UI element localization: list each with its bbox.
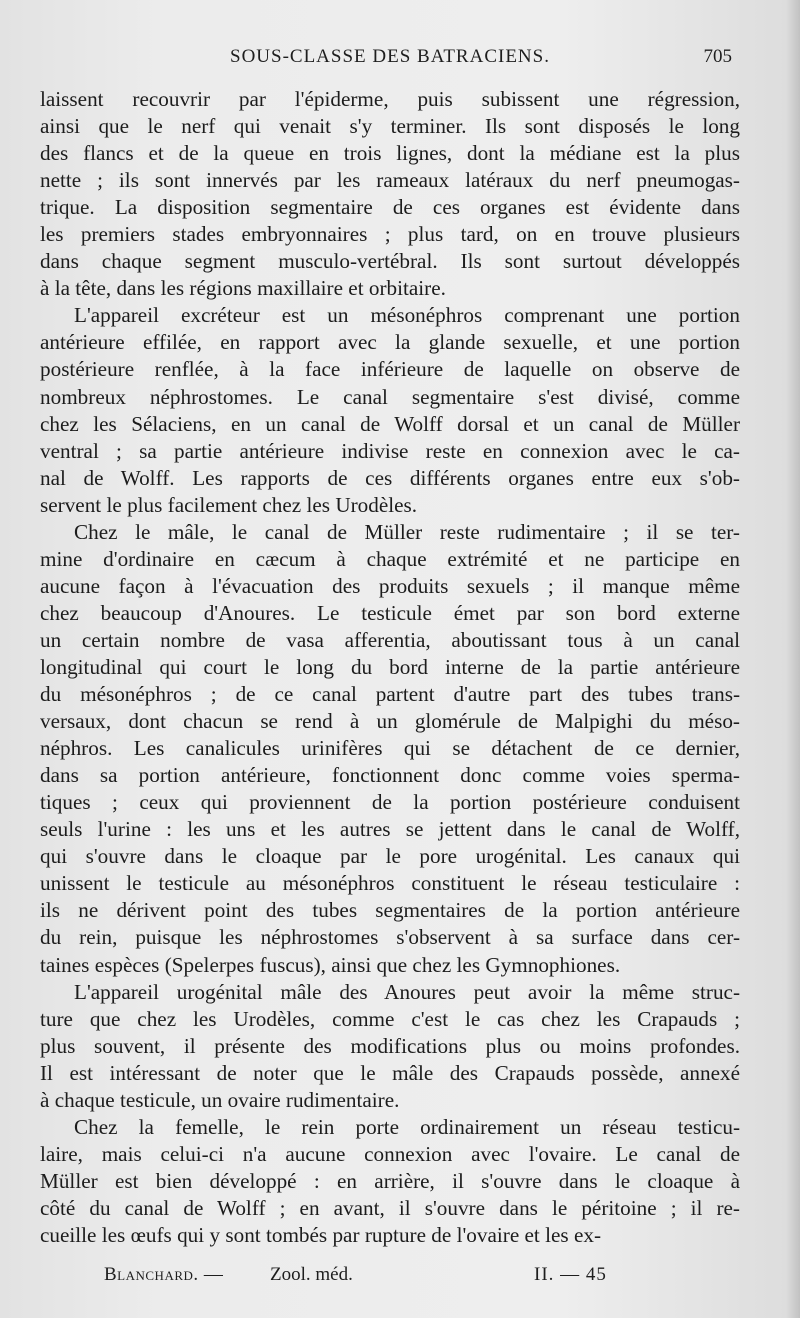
text-line: aucune façon à l'évacuation des produits sexuels ; il manque même [40,573,740,598]
text-line: taines espèces (Spelerpes fuscus), ainsi que chez les Gymnophiones. [40,952,621,977]
text-line: antérieure effilée, en rapport avec la glande sexuelle, et une portion [40,330,740,355]
text-line: côté du canal de Wolff ; en avant, il s'ouvre dans le péritoine ; il re- [40,1195,740,1220]
text-line: cueille les œufs qui y sont tombés par rupture de l'ovaire et les ex- [40,1222,602,1247]
page-number: 705 [703,46,732,67]
text-line: seuls l'urine : les uns et les autres se jettent dans le canal de Wolff, [40,817,740,842]
body-text [40,86,740,1249]
text-line: néphros. Les canalicules urinifères qui se détachent de ce dernier, [40,736,740,761]
text-line: Müller est bien développé : en arrière, il s'ouvre dans le cloaque à [40,1168,740,1193]
text-line: un certain nombre de vasa afferentia, aboutissant tous à un canal [40,627,740,652]
paragraph [40,519,740,979]
text-line: du rein, puisque les néphrostomes s'observent à sa surface dans cer- [40,925,740,950]
text-line: Chez la femelle, le rein porte ordinairement un réseau testicu- [74,1114,740,1139]
text-line: unissent le testicule au mésonéphros constituent le réseau testiculaire : [40,871,740,896]
text-line: chez les Sélaciens, en un canal de Wolff dorsal et un canal de Müller [40,411,740,436]
footer-author: Blanchard. — [104,1264,224,1285]
text-line: ture que chez les Urodèles, comme c'est le cas chez les Crapauds ; [40,1006,740,1031]
text-line: du mésonéphros ; de ce canal partent d'autre part des tubes trans- [40,682,740,707]
text-line: des flancs et de la queue en trois lignes, dont la médiane est la plus [40,141,740,166]
text-line: Il est intéressant de noter que le mâle des Crapauds possède, annexé [40,1060,740,1085]
text-line: ainsi que le nerf qui venait s'y terminer. Ils sont disposés le long [40,114,740,139]
paragraph [40,1114,740,1249]
text-line: ils ne dérivent point des tubes segmentaires de la portion antérieure [40,898,740,923]
text-line: servent le plus facilement chez les Urodèles. [40,492,418,517]
running-header [40,46,740,74]
text-line: laissent recouvrir par l'épiderme, puis subissent une régression, [40,87,740,111]
paragraph [40,979,740,1114]
text-line: nette ; ils sont innervés par les rameaux latéraux du nerf pneumogas- [40,168,740,193]
text-line: Chez le mâle, le canal de Müller reste rudimentaire ; il se ter- [74,519,740,544]
footer-journal: Zool. méd. [270,1264,353,1285]
text-line: versaux, dont chacun se rend à un glomérule de Malpighi du méso- [40,709,740,734]
text-line: dans chaque segment musculo-vertébral. Ils sont surtout développés [40,249,740,274]
text-line: trique. La disposition segmentaire de ces organes est évidente dans [40,195,740,220]
text-line: plus souvent, il présente des modifications plus ou moins profondes. [40,1033,740,1058]
paragraph [40,86,740,302]
paragraph [40,302,740,518]
text-line: ventral ; sa partie antérieure indivise reste en connexion avec le ca- [40,438,740,463]
page-edge-shadow [786,0,800,1318]
text-line: qui s'ouvre dans le cloaque par le pore urogénital. Les canaux qui [40,844,740,869]
text-line: nal de Wolff. Les rapports de ces différents organes entre eux s'ob- [40,465,740,490]
page-footer [104,1264,664,1290]
text-line: L'appareil excréteur est un mésonéphros comprenant une portion [74,303,740,328]
text-line: dans sa portion antérieure, fonctionnent donc comme voies sperma- [40,763,740,788]
text-line: nombreux néphrostomes. Le canal segmentaire s'est divisé, comme [40,384,740,409]
text-line: L'appareil urogénital mâle des Anoures peut avoir la même struc- [74,979,740,1004]
text-line: laire, mais celui-ci n'a aucune connexion avec l'ovaire. Le canal de [40,1141,740,1166]
text-line: chez beaucoup d'Anoures. Le testicule émet par son bord externe [40,600,740,625]
text-line: à la tête, dans les régions maxillaire et orbitaire. [40,276,446,301]
running-title: SOUS-CLASSE DES BATRACIENS. [230,46,550,67]
text-line: longitudinal qui court le long du bord interne de la partie antérieure [40,654,740,679]
text-line: postérieure renflée, à la face inférieure de laquelle on observe de [40,357,740,382]
footer-signature: II. — 45 [534,1264,607,1285]
text-line: mine d'ordinaire en cæcum à chaque extrémité et ne participe en [40,546,740,571]
text-line: les premiers stades embryonnaires ; plus tard, on en trouve plusieurs [40,222,740,247]
text-line: tiques ; ceux qui proviennent de la portion postérieure conduisent [40,790,740,815]
text-line: à chaque testicule, un ovaire rudimentaire. [40,1087,400,1112]
